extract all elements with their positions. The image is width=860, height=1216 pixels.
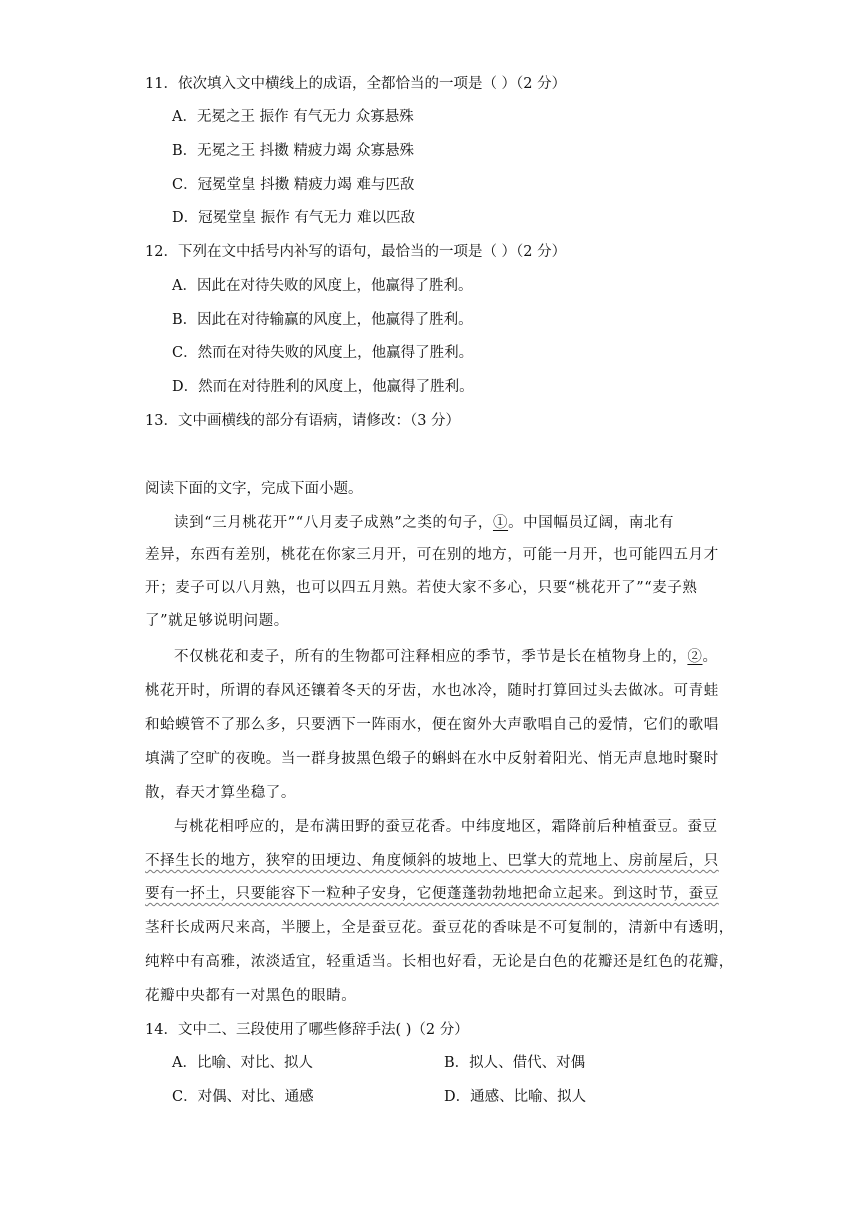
passage-p3-line5: 纯粹中有高雅，浓淡适宜，轻重适当。长相也好看，无论是白色的花瓣还是红色的花瓣， [145,954,734,970]
question-14-option-c: C．对偶、对比、通感 [172,1089,314,1105]
passage-p2-line1 [174,647,718,667]
question-11-option-c: C．冠冕堂皇 抖擞 精疲力竭 难与匹敌 [172,177,415,193]
blank-2: ② [687,649,703,665]
question-11-option-a: A．无冕之王 振作 有气无力 众寡悬殊 [172,109,414,125]
passage-text: 。中国幅员辽阔，南北有 [508,515,675,531]
passage-p2-line3: 和蛤蟆管不了那么多，只要洒下一阵雨水，便在窗外大声歌唱自己的爱情，它们的歌唱 [145,717,719,733]
question-11-option-b: B．无冕之王 抖擞 精疲力竭 众寡悬殊 [172,143,414,159]
underlined-sentence: 不择生长的地方，狭窄的田埂边、角度倾斜的坡地上、巴掌大的荒地上、房前屋后，只 [145,853,719,869]
passage-intro: 阅读下面的文字，完成下面小题。 [145,481,363,497]
underlined-sentence: 要有一抔土，只要能容下一粒种子安身，它便蓬蓬勃勃地把命立起来。到这时节，蚕豆 [145,886,719,902]
passage-p1-line2: 差异，东西有差别，桃花在你家三月开，可在别的地方，可能一月开，也可能四五月才 [145,547,719,563]
question-12-option-c: C．然而在对待失败的风度上，他赢得了胜利。 [172,345,474,361]
blank-1: ① [492,515,509,531]
question-14-option-b: B．拟人、借代、对偶 [444,1055,586,1071]
question-14-option-d: D．通感、比喻、拟人 [444,1089,587,1105]
question-12-stem: 12．下列在文中括号内补写的语句，最恰当的一项是（ ）（2 分） [145,244,567,260]
passage-p3-line1: 与桃花相呼应的，是布满田野的蚕豆花香。中纬度地区，霜降前后种植蚕豆。蚕豆 [174,819,718,835]
question-12-option-d: D．然而在对待胜利的风度上，他赢得了胜利。 [172,379,474,395]
passage-text: 不仅桃花和麦子，所有的生物都可注释相应的季节，季节是长在植物身上的， [174,649,688,665]
question-11-stem: 11．依次填入文中横线上的成语，全都恰当的一项是（ ）（2 分） [145,76,567,92]
passage-p3-line3 [145,884,719,904]
question-12-option-b: B．因此在对待输赢的风度上，他赢得了胜利。 [172,312,473,328]
passage-text: 读到“三月桃花开”“八月麦子成熟”之类的句子， [174,515,493,531]
question-14-stem: 14．文中二、三段使用了哪些修辞手法( )（2 分） [145,1022,469,1038]
passage-p2-line2: 桃花开时，所谓的春风还镶着冬天的牙齿，水也冰冷，随时打算回过头去做冰。可青蛙 [145,683,719,699]
question-13-stem: 13．文中画横线的部分有语病，请修改：（3 分） [145,413,461,429]
passage-p1-line1 [174,513,715,533]
passage-p2-line5: 散，春天才算坐稳了。 [145,785,296,801]
question-12-option-a: A．因此在对待失败的风度上，他赢得了胜利。 [172,278,473,294]
passage-p1-line4: 了”就足够说明问题。 [145,613,289,629]
passage-p3-line6: 花瓣中央都有一对黑色的眼睛。 [145,988,357,1004]
passage-p2-line4: 填满了空旷的夜晚。当一群身披黑色缎子的蝌蚪在水中反射着阳光、悄无声息地时聚时 [145,751,719,767]
passage-p1-line3: 开；麦子可以八月熟，也可以四五月熟。若使大家不多心，只要“桃花开了”“麦子熟 [145,580,698,596]
passage-p3-line2 [145,851,719,871]
passage-text: 。 [702,649,718,665]
question-11-option-d: D．冠冕堂皇 振作 有气无力 难以匹敌 [172,210,415,226]
passage-p3-line4: 茎秆长成两尺来高，半腰上，全是蚕豆花。蚕豆花的香味是不可复制的，清新中有透明， [145,920,734,936]
question-14-option-a: A．比喻、对比、拟人 [172,1055,313,1071]
